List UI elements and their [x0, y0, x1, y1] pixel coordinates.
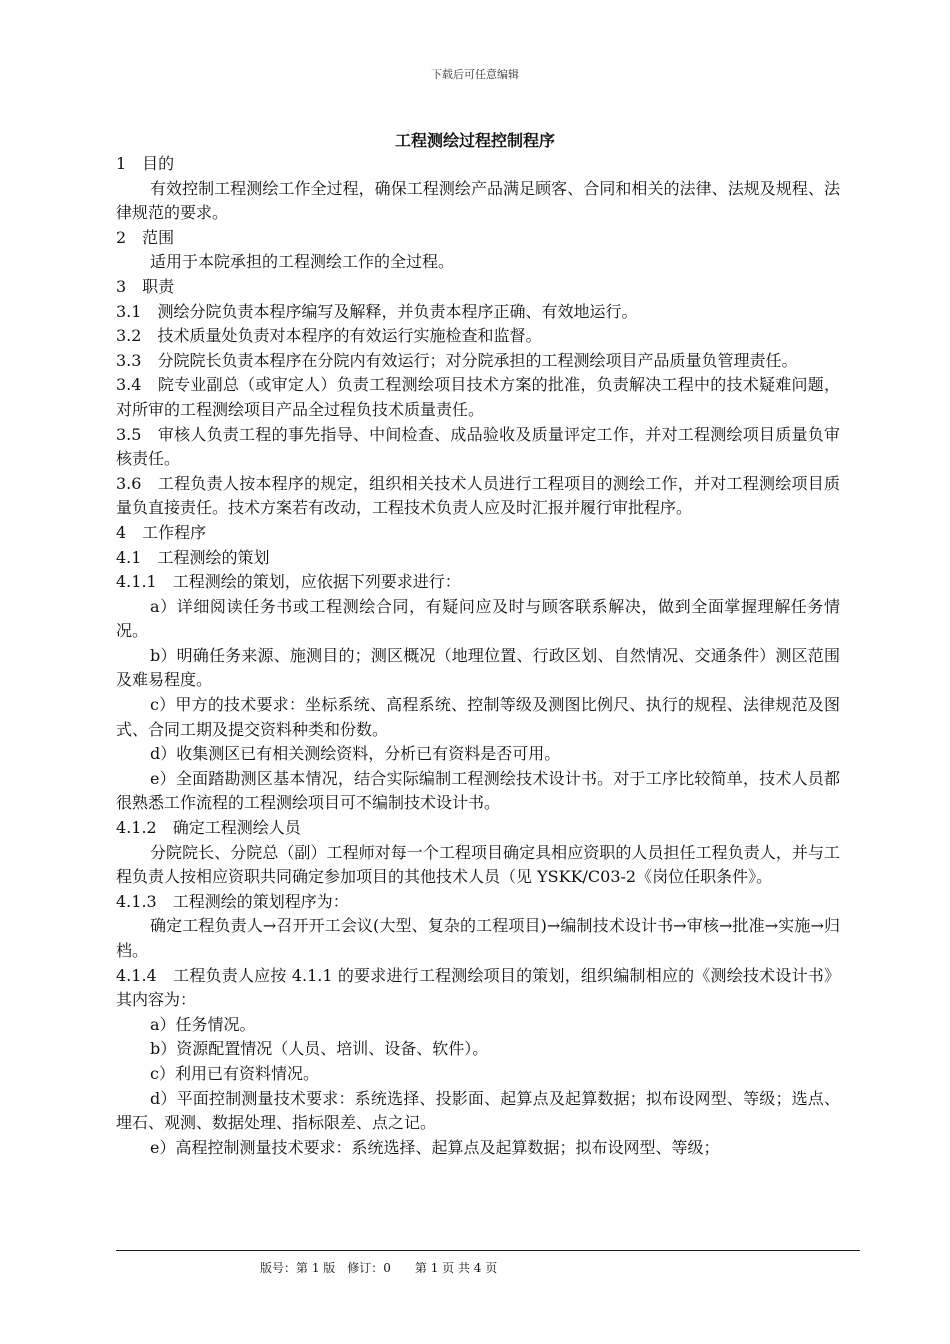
paragraph: 3 职责: [116, 276, 175, 296]
paragraph: 3.6 工程负责人按本程序的规定，组织相关技术人员进行工程项目的测绘工作，并对工程测绘项目质量负直接责任。技术方案若有改动，工程技术负责人应及时汇报并履行审批程序。: [116, 473, 840, 518]
paragraph: 3.2 技术质量处负责对本程序的有效运行实施检查和监督。: [116, 326, 542, 346]
paragraph: 3.1 测绘分院负责本程序编写及解释，并负责本程序正确、有效地运行。: [116, 301, 638, 321]
paragraph: 3.5 审核人负责工程的事先指导、中间检查、成品验收及质量评定工作，并对工程测绘项目质量负审核责任。: [116, 424, 840, 469]
paragraph: 有效控制工程测绘工作全过程，确保工程测绘产品满足顾客、合同和相关的法律、法规及规程、法律规范的要求。: [116, 178, 840, 223]
paragraph: c）甲方的技术要求：坐标系统、高程系统、控制等级及测图比例尺、执行的规程、法律规范及图式、合同工期及提交资料种类和份数。: [116, 695, 840, 739]
paragraph: 分院院长、分院总（副）工程师对每一个工程项目确定具相应资职的人员担任工程负责人，并与工程负责人按相应资职共同确定参加项目的其他技术人员（见 YSKK/C03-2《岗位任职条件》。: [116, 842, 840, 887]
paragraph: 3.4 院专业副总（或审定人）负责工程测绘项目技术方案的批准，负责解决工程中的技术疑难问题，对所审的工程测绘项目产品全过程负技术质量责任。: [116, 375, 840, 419]
paragraph: e）全面踏勘测区基本情况，结合实际编制工程测绘技术设计书。对于工序比较简单，技术人员都很熟悉工作流程的工程测绘项目可不编制技术设计书。: [116, 768, 840, 813]
document-title: 工程测绘过程控制程序: [394, 131, 555, 150]
paragraph: 4.1.1 工程测绘的策划，应依据下列要求进行：: [116, 572, 461, 592]
paragraph: 4.1.2 确定工程测绘人员: [116, 818, 301, 838]
footer-divider: [116, 1250, 860, 1251]
paragraph: a）详细阅读任务书或工程测绘合同，有疑问应及时与顾客联系解决，做到全面掌握理解任务情况。: [116, 596, 840, 641]
paragraph: 确定工程负责人→召开开工会议(大型、复杂的工程项目)→编制技术设计书→审核→批准→实施→归档。: [116, 916, 840, 960]
paragraph: d）收集测区已有相关测绘资料，分析已有资料是否可用。: [150, 744, 561, 764]
paragraph: e）高程控制测量技术要求：系统选择、起算点及起算数据；拟布设网型、等级；: [150, 1137, 720, 1157]
paragraph: b）明确任务来源、施测目的；测区概况（地理位置、行政区划、自然情况、交通条件）测区范围及难易程度。: [116, 645, 840, 690]
paragraph: 3.3 分院院长负责本程序在分院内有效运行；对分院承担的工程测绘项目产品质量负管理责任。: [116, 350, 798, 370]
paragraph: b）资源配置情况（人员、培训、设备、软件）。: [150, 1039, 489, 1059]
paragraph: 4.1.3 工程测绘的策划程序为：: [116, 891, 349, 911]
paragraph: 1 目的: [116, 154, 175, 173]
page-footer: 版号：第 1 版 修订：0 第 1 页 共 4 页: [260, 1261, 498, 1275]
paragraph: c）利用已有资料情况。: [150, 1063, 319, 1083]
paragraph: d）平面控制测量技术要求：系统选择、投影面、起算点及起算数据；拟布设网型、等级；选点、埋石、观测、数据处理、指标限差、点之记。: [116, 1088, 840, 1133]
paragraph: 4.1.4 工程负责人应按 4.1.1 的要求进行工程测绘项目的策划，组织编制相应的《测绘技术设计书》其内容为：: [116, 965, 840, 1010]
paragraph: a）任务情况。: [150, 1014, 256, 1034]
paragraph: 4 工作程序: [116, 522, 207, 542]
download-note: 下载后可任意编辑: [431, 68, 519, 81]
paragraph: 4.1 工程测绘的策划: [116, 547, 270, 567]
paragraph: 2 范围: [116, 227, 175, 247]
document-body: [116, 152, 840, 1160]
paragraph: 适用于本院承担的工程测绘工作的全过程。: [150, 252, 455, 272]
